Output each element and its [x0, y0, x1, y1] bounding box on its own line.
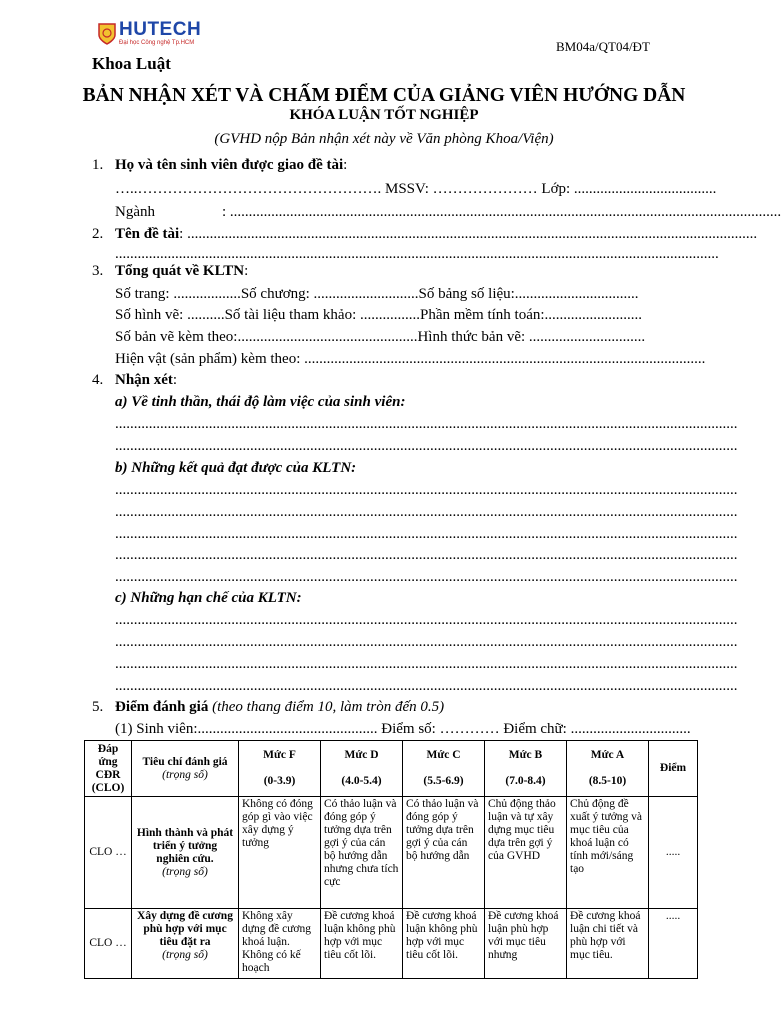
section-4-heading [115, 371, 177, 389]
section-3-colon: : [244, 263, 249, 279]
section-1-label: Họ và tên sinh viên được giao đề tài [115, 157, 344, 173]
row-2-level-f: Không xây dựng đề cương khoá luận. Không có kế hoạch [239, 909, 321, 979]
level-b-name: Mức B [508, 749, 543, 761]
row-2-weight: (trọng số) [162, 949, 208, 961]
header-level-b [485, 741, 567, 797]
section-5-label: Điểm đánh giá [115, 699, 209, 715]
logo-text: HUTECH [119, 19, 202, 40]
row-1-level-b: Chủ động thảo luận và tự xây dựng mục tiêu dựa trên gợi ý của GVHD [485, 797, 567, 909]
comment-a-line-1[interactable]: ...................................................................................................................................................................... [115, 416, 738, 432]
row-1-weight: (trọng số) [162, 865, 208, 878]
level-d-name: Mức D [344, 749, 379, 761]
thesis-title-line[interactable] [115, 225, 758, 243]
page-count-line[interactable]: Số trang: ..................Số chương: ............................Số bảng số liệu:................................. [115, 286, 639, 302]
row-2-clo: CLO … [85, 909, 132, 979]
header-level-d [321, 741, 403, 797]
comment-b-line-4[interactable]: ...................................................................................................................................................................... [115, 547, 738, 563]
comment-a-line-2[interactable]: ...................................................................................................................................................................... [115, 438, 738, 454]
row-2-level-c: Đề cương khoá luận không phù hợp với mục tiêu cốt lõi. [403, 909, 485, 979]
level-a-name: Mức A [590, 749, 625, 761]
header-criteria-weight: (trọng số) [162, 768, 208, 781]
section-1-colon: : [343, 157, 348, 173]
header-level-f [239, 741, 321, 797]
comment-b-line-5[interactable]: ...................................................................................................................................................................... [115, 569, 738, 585]
major-field[interactable]: : ................................................................................................................................................... [222, 204, 781, 220]
comment-c-line-3[interactable]: ...................................................................................................................................................................... [115, 656, 738, 672]
row-1-level-c: Có thảo luận và đóng góp ý tưởng dựa trên gợi ý của cán bộ hướng dẫn [403, 797, 485, 909]
row-1-score[interactable]: ..... [649, 797, 698, 909]
logo-subtext: Đại học Công nghệ Tp.HCM [119, 40, 195, 46]
comment-b-line-1[interactable]: ...................................................................................................................................................................... [115, 482, 738, 498]
header-clo: Đáp ứng CĐR (CLO) [85, 741, 132, 797]
section-2-number: 2. [92, 226, 104, 242]
section-4-label: Nhận xét [115, 372, 173, 388]
section-3-heading [115, 262, 248, 280]
comment-c-line-2[interactable]: ...................................................................................................................................................................... [115, 634, 738, 650]
header-level-c [403, 741, 485, 797]
subsection-a-label: a) Về tinh thần, thái độ làm việc của sinh viên: [115, 394, 406, 410]
section-5-heading [115, 698, 444, 716]
section-2-label: Tên đề tài [115, 226, 180, 242]
shield-icon [98, 23, 116, 45]
row-1-level-a: Chủ động đề xuất ý tưởng và mục tiêu của khoá luận có tính mới/sáng tạo [567, 797, 649, 909]
section-1-number: 1. [92, 157, 104, 173]
table-row [85, 797, 698, 909]
row-2-score[interactable]: ..... [649, 909, 698, 979]
level-c-range: (5.5-6.9) [423, 775, 464, 787]
section-3-label: Tổng quát về KLTN [115, 263, 245, 279]
section-3-number: 3. [92, 263, 104, 279]
section-4-colon: : [172, 372, 178, 388]
comment-c-line-1[interactable]: ...................................................................................................................................................................... [115, 612, 738, 628]
table-header-row [85, 741, 698, 797]
student-score-line[interactable]: (1) Sinh viên:................................................ Điểm số: ………… Điểm chữ: ................................ [115, 721, 691, 737]
row-2-criteria-text: Xây dựng đề cương phù hợp với mục tiêu đặt ra [137, 910, 233, 948]
section-1-heading [115, 156, 347, 174]
comment-b-line-2[interactable]: ...................................................................................................................................................................... [115, 504, 738, 520]
section-2-dots: : ........................................................................................................................................................ [179, 226, 758, 242]
student-name-line[interactable]: …..…………………………………………. MSSV: ………………… Lớp: ...................................... [115, 181, 717, 197]
row-2-level-b: Đề cương khoá luận phù hợp với mục tiêu nhưng [485, 909, 567, 979]
header-level-a [567, 741, 649, 797]
section-4-number: 4. [92, 372, 104, 388]
level-f-name: Mức F [263, 749, 296, 761]
submission-note: (GVHD nộp Bản nhận xét này về Văn phòng Khoa/Viện) [214, 131, 554, 147]
subsection-b-label: b) Những kết quả đạt được của KLTN: [115, 460, 357, 476]
header-score: Điểm [649, 741, 698, 797]
row-1-level-f: Không có đóng góp gì vào việc xây dựng ý tưởng [239, 797, 321, 909]
thesis-title-line-2[interactable]: ................................................................................................................................................................. [115, 246, 719, 262]
document-subtitle: KHÓA LUẬN TỐT NGHIỆP [289, 107, 479, 123]
row-2-level-a: Đề cương khoá luận chi tiết và phù hợp với mục tiêu. [567, 909, 649, 979]
header-criteria [132, 741, 239, 797]
table-row [85, 909, 698, 979]
subsection-c-label: c) Những hạn chế của KLTN: [115, 590, 302, 606]
row-1-criteria [132, 797, 239, 909]
comment-b-line-3[interactable]: ...................................................................................................................................................................... [115, 526, 738, 542]
document-code: BM04a/QT04/ĐT [556, 39, 650, 54]
comment-c-line-4[interactable]: ...................................................................................................................................................................... [115, 678, 738, 694]
row-1-level-d: Có thảo luận và đóng góp ý tưởng dựa trên gợi ý của cán bộ hướng dẫn nhưng chưa tích cực [321, 797, 403, 909]
faculty-name: Khoa Luật [92, 54, 171, 73]
row-1-criteria-text: Hình thành và phát triển ý tưởng nghiên cứu. [136, 826, 234, 865]
level-d-range: (4.0-5.4) [341, 775, 382, 787]
row-2-level-d: Đề cương khoá luận không phù hợp với mục tiêu cốt lõi. [321, 909, 403, 979]
level-a-range: (8.5-10) [588, 775, 627, 787]
row-2-criteria [132, 909, 239, 979]
drawings-line[interactable]: Số bản vẽ kèm theo:................................................Hình thức bản vẽ: ............................... [115, 329, 646, 345]
header-criteria-label: Tiêu chí đánh giá [142, 755, 228, 768]
grading-rubric-table [84, 740, 698, 979]
row-1-clo: CLO … [85, 797, 132, 909]
product-line[interactable]: Hiện vật (sản phẩm) kèm theo: ........................................................................................................... [115, 351, 706, 367]
document-title: BẢN NHẬN XÉT VÀ CHẤM ĐIỂM CỦA GIẢNG VIÊN HƯỚNG DẪN [82, 85, 686, 106]
level-c-name: Mức C [426, 749, 461, 761]
major-label: Ngành [115, 204, 155, 220]
level-f-range: (0-3.9) [263, 775, 296, 787]
section-5-note: (theo thang điểm 10, làm tròn đến 0.5) [208, 699, 445, 715]
hutech-logo [98, 19, 208, 49]
level-b-range: (7.0-8.4) [505, 775, 546, 787]
figures-line[interactable]: Số hình vẽ: ..........Số tài liệu tham khảo: ................Phần mềm tính toán:.......................... [115, 307, 643, 323]
section-5-number: 5. [92, 699, 104, 715]
